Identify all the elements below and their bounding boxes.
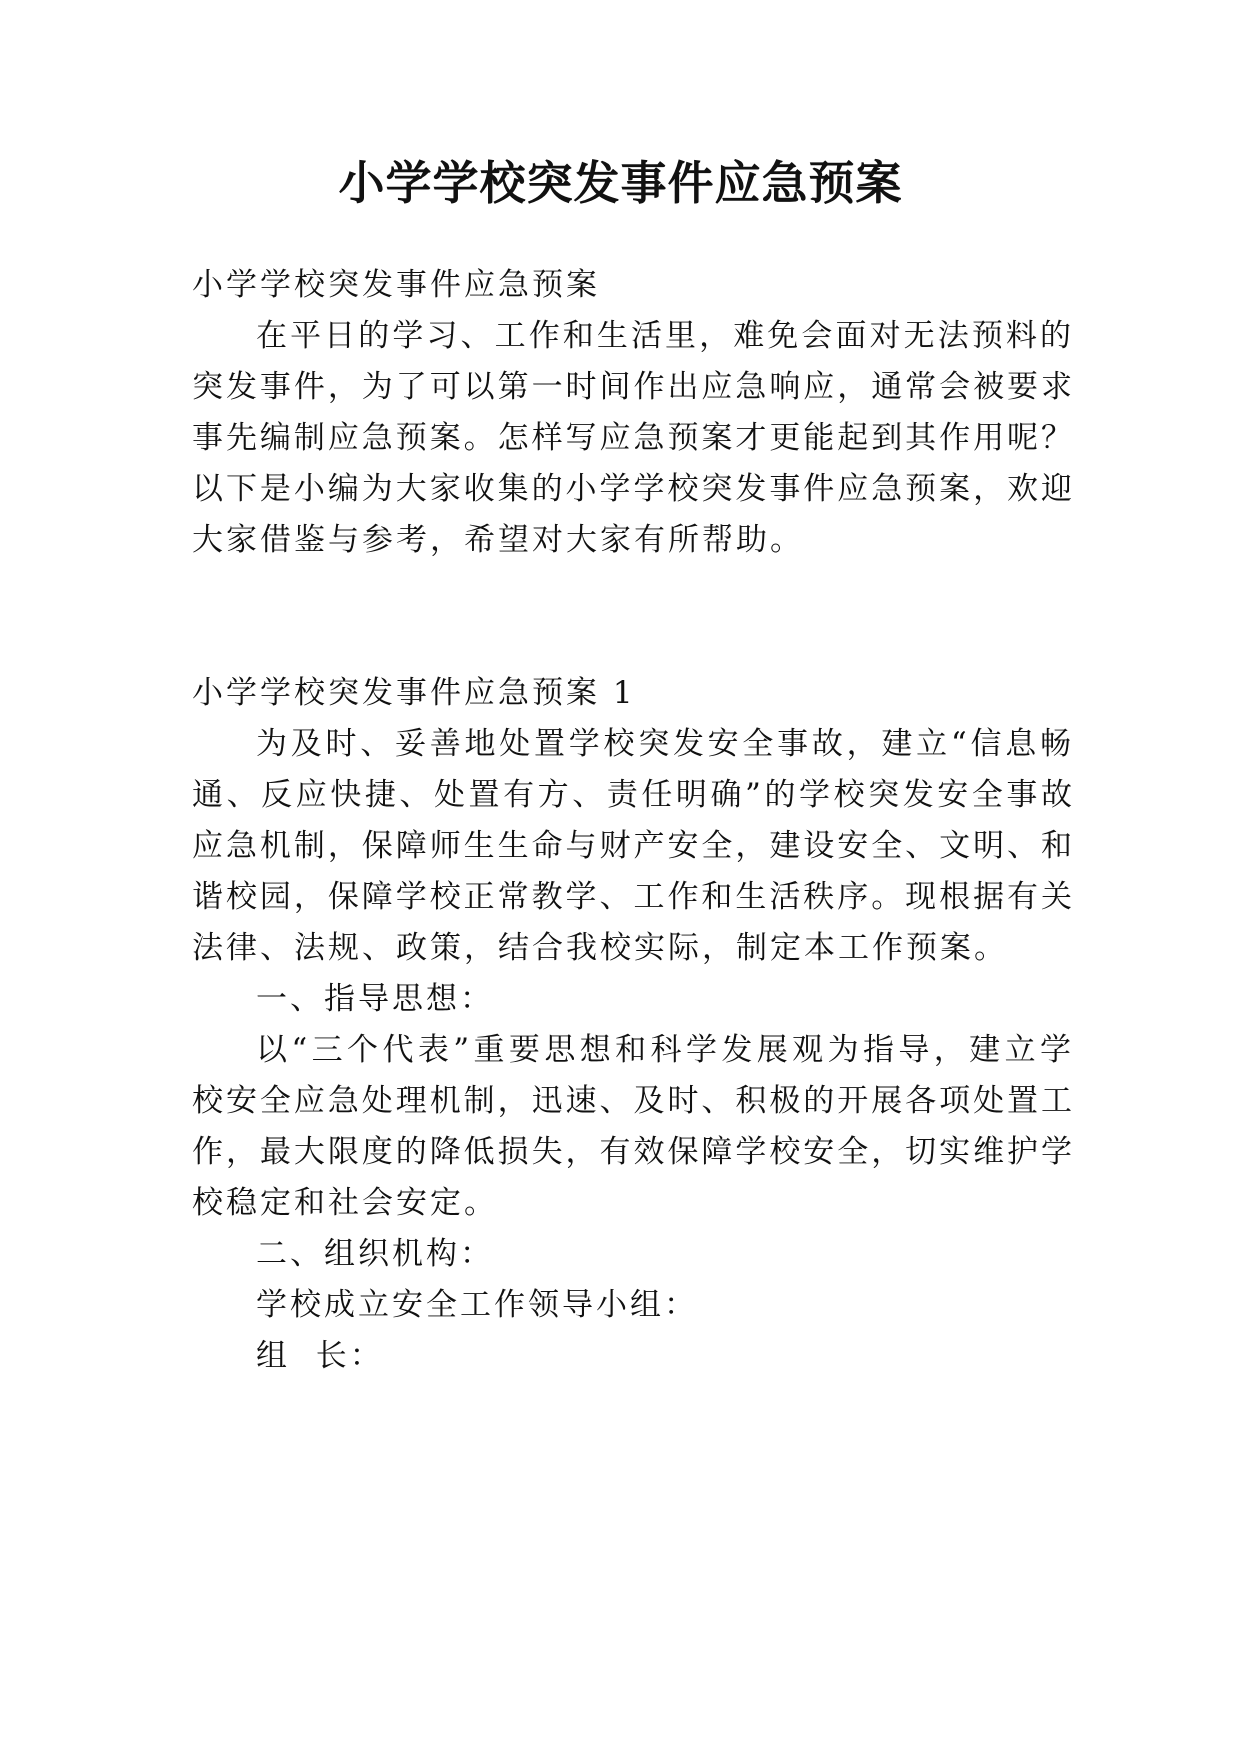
group-leader-label: 组 长： (256, 1338, 384, 1374)
paragraph-line: 通、反应快捷、处置有方、责任明确”的学校突发安全事故 (192, 777, 1072, 813)
paragraph-line: 以“三个代表”重要思想和科学发展观为指导，建立学 (256, 1032, 1071, 1068)
intro-line: 在平日的学习、工作和生活里，难免会面对无法预料的 (256, 318, 1071, 354)
paragraph-line: 谐校园，保障学校正常教学、工作和生活秩序。现根据有关 (192, 879, 1072, 915)
section-heading: 小学学校突发事件应急预案 1 (192, 675, 636, 711)
intro-line: 事先编制应急预案。怎样写应急预案才更能起到其作用呢？ (192, 420, 1072, 456)
document-subtitle: 小学学校突发事件应急预案 (192, 267, 600, 303)
paragraph-line: 法律、法规、政策，结合我校实际，制定本工作预案。 (192, 930, 1008, 966)
heading-guiding-ideology: 一、指导思想： (256, 981, 494, 1017)
paragraph-line: 为及时、妥善地处置学校突发安全事故，建立“信息畅 (256, 726, 1071, 762)
paragraph-line: 校安全应急处理机制，迅速、及时、积极的开展各项处置工 (192, 1083, 1072, 1119)
document-title: 小学学校突发事件应急预案 (338, 156, 903, 210)
intro-line: 以下是小编为大家收集的小学学校突发事件应急预案，欢迎 (192, 471, 1072, 507)
intro-line: 突发事件，为了可以第一时间作出应急响应，通常会被要求 (192, 369, 1072, 405)
org-statement: 学校成立安全工作领导小组： (256, 1287, 698, 1323)
paragraph-line: 应急机制，保障师生生命与财产安全，建设安全、文明、和 (192, 828, 1072, 864)
heading-organization: 二、组织机构： (256, 1236, 494, 1272)
intro-line: 大家借鉴与参考，希望对大家有所帮助。 (192, 522, 804, 558)
paragraph-line: 作，最大限度的降低损失，有效保障学校安全，切实维护学 (192, 1134, 1072, 1170)
paragraph-line: 校稳定和社会安定。 (192, 1185, 498, 1221)
